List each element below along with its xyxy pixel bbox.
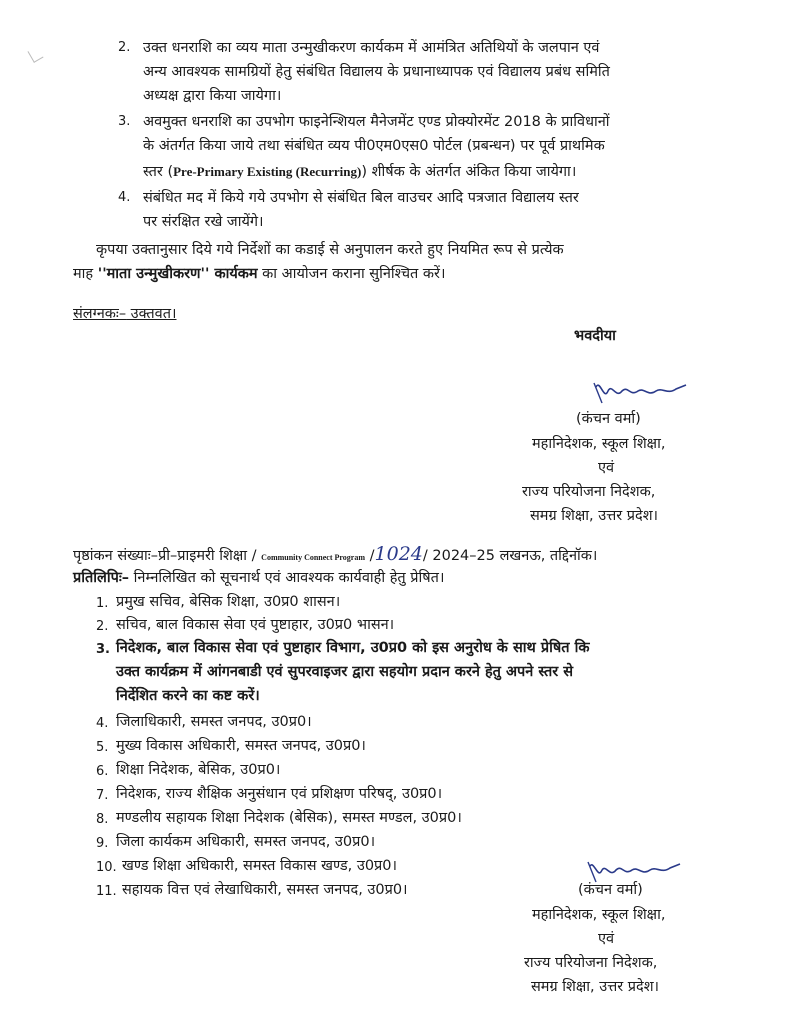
copy-item-1: प्रमुख सचिव, बेसिक शिक्षा, उ0प्र0 शासन। [116, 594, 341, 610]
program-name: ''माता उन्मुखीकरण'' कार्यकम [97, 266, 258, 282]
copy-item-2-number: 2. [96, 619, 109, 634]
signatory-1-title-1: महानिदेशक, स्कूल शिक्षा, [532, 436, 666, 452]
copy-item-10: खण्ड शिक्षा अधिकारी, समस्त विकास खण्ड, उ0प्र0। [122, 858, 398, 874]
closing-salutation: भवदीया [574, 328, 616, 344]
closing-prefix: माह [73, 266, 98, 282]
copy-item-5-number: 5. [96, 740, 109, 755]
scan-mark [27, 46, 43, 63]
signatory-1-and: एवं [598, 460, 615, 476]
copy-item-5: मुख्य विकास अधिकारी, समस्त जनपद, उ0प्र0। [116, 738, 366, 754]
point-4-line-2: पर संरक्षित रखे जायेंगे। [143, 214, 264, 230]
point-2-number: 2. [118, 40, 131, 55]
closing-paragraph-line-2 [73, 262, 445, 286]
copy-item-8: मण्डलीय सहायक शिक्षा निदेशक (बेसिक), समस्त मण्डल, उ0प्र0। [116, 810, 462, 826]
endorsement-prefix: पृष्ठांकन संख्याः–प्री–प्राइमरी शिक्षा / [73, 548, 262, 564]
signatory-1-title-2: राज्य परियोजना निदेशक, [522, 484, 656, 500]
endorsement-sep: / [365, 548, 375, 564]
copy-to-label: प्रतिलिपिः– [73, 570, 130, 586]
copy-item-1-number: 1. [96, 596, 109, 611]
endorsement-number: 1024 [374, 543, 423, 565]
copy-item-4: जिलाधिकारी, समस्त जनपद, उ0प्र0। [116, 714, 312, 730]
point-2-line-2: अन्य आवश्यक सामग्रियों हेतु संबंधित विद्यालय के प्रधानाध्यापक एवं विद्यालय प्रबंध समिति [143, 64, 610, 80]
copy-item-11: सहायक वित्त एवं लेखाधिकारी, समस्त जनपद, उ0प्र0। [122, 882, 408, 898]
copy-to-line [73, 566, 444, 590]
point-4-number: 4. [118, 190, 131, 205]
copy-item-3-number: 3. [96, 642, 110, 657]
point-3-line-3 [143, 160, 576, 184]
attachment-line [73, 302, 177, 326]
point-3-prefix: स्तर ( [143, 164, 174, 180]
pre-primary-term: Pre-Primary Existing (Recurring) [173, 164, 362, 179]
point-3-line-1: अवमुक्त धनराशि का उपभोग फाइनेन्शियल मैनेजमेंट एण्ड प्रोक्योरमेंट 2018 के प्राविधानों [143, 114, 610, 130]
signature-1 [590, 377, 690, 409]
copy-item-9-number: 9. [96, 836, 109, 851]
copy-item-2: सचिव, बाल विकास सेवा एवं पुष्टाहार, उ0प्र0 भासन। [116, 617, 395, 633]
point-4-line-1: संबंधित मद में किये गये उपभोग से संबंधित बिल वाउचर आदि पत्रजात विद्यालय स्तर [143, 190, 579, 206]
closing-suffix: का आयोजन कराना सुनिश्चित करें। [257, 266, 446, 282]
attachment-value: उक्तवत। [126, 306, 177, 322]
copy-item-11-number: 11. [96, 884, 117, 899]
point-3-number: 3. [118, 114, 131, 129]
point-3-line-2: के अंतर्गत किया जाये तथा संबंधित व्यय पी0एम0एस0 पोर्टल (प्रबन्धन) पर पूर्व प्राथमिक [143, 138, 605, 154]
copy-to-text: निम्नलिखित को सूचनार्थ एवं आवश्यक कार्यवाही हेतु प्रेषित। [129, 570, 445, 586]
copy-item-3-line-3: निर्देशित करने का कष्ट करें। [116, 688, 260, 704]
copy-item-4-number: 4. [96, 716, 109, 731]
copy-item-7: निदेशक, राज्य शैक्षिक अनुसंधान एवं प्रशिक्षण परिषद्, उ0प्र0। [116, 786, 443, 802]
signatory-2-title-1: महानिदेशक, स्कूल शिक्षा, [532, 907, 666, 923]
endorsement-suffix: / 2024–25 लखनऊ, तद्दिनॉक। [422, 548, 598, 564]
closing-paragraph-line-1: कृपया उक्तानुसार दिये गये निर्देशों का कडाई से अनुपालन करते हुए नियमित रूप से प्रत्येक [96, 242, 564, 258]
copy-item-8-number: 8. [96, 812, 109, 827]
attachment-label: संलग्नकः– [73, 306, 127, 322]
point-2-line-1: उक्त धनराशि का व्यय माता उन्मुखीकरण कार्यकम में आमंत्रित अतिथियों के जलपान एवं [143, 40, 600, 56]
copy-item-6-number: 6. [96, 764, 109, 779]
signatory-2-title-3: समग्र शिक्षा, उत्तर प्रदेश। [531, 979, 660, 995]
copy-item-3-line-1: निदेशक, बाल विकास सेवा एवं पुष्टाहार विभाग, उ0प्र0 को इस अनुरोध के साथ प्रेषित कि [116, 640, 590, 656]
copy-item-10-number: 10. [96, 860, 117, 875]
signatory-2-and: एवं [598, 931, 615, 947]
point-3-suffix: ) शीर्षक के अंतर्गत अंकित किया जायेगा। [361, 164, 577, 180]
copy-item-7-number: 7. [96, 788, 109, 803]
signatory-1-title-3: समग्र शिक्षा, उत्तर प्रदेश। [530, 508, 659, 524]
signatory-1-name: (कंचन वर्मा) [576, 411, 641, 427]
copy-item-6: शिक्षा निदेशक, बेसिक, उ0प्र0। [116, 762, 281, 778]
copy-item-9: जिला कार्यकम अधिकारी, समस्त जनपद, उ0प्र0। [116, 834, 376, 850]
endorsement-program: Community Connect Program [261, 553, 366, 562]
signatory-2-name: (कंचन वर्मा) [578, 882, 643, 898]
copy-item-3-line-2: उक्त कार्यक्रम में आंगनबाडी एवं सुपरवाइजर द्वारा सहयोग प्रदान करने हेतु अपने स्तर से [116, 664, 574, 680]
signatory-2-title-2: राज्य परियोजना निदेशक, [524, 955, 658, 971]
point-2-line-3: अध्यक्ष द्वारा किया जायेगा। [143, 88, 282, 104]
